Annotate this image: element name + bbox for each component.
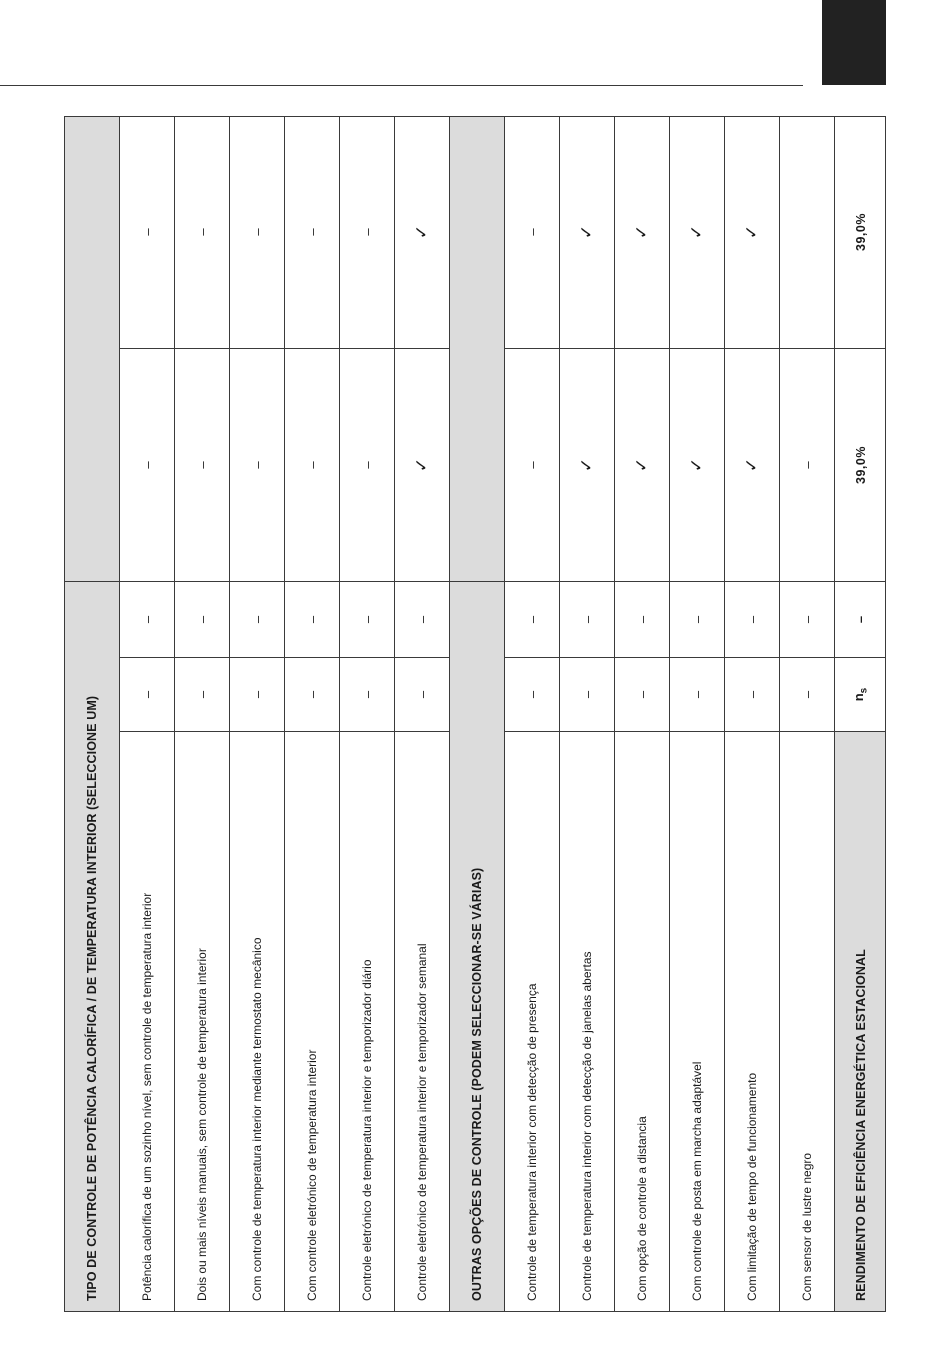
section-heading-fill bbox=[64, 116, 119, 582]
row-label-mechanical-thermostat: Com controle de temperatura interior mediante termostato mecânico bbox=[229, 732, 284, 1312]
row-label-open-window-detection: Controle de temperatura interior com detecção de janelas abertas bbox=[559, 732, 614, 1312]
row-value: – bbox=[724, 582, 779, 658]
row-value: – bbox=[339, 349, 394, 582]
row-value: – bbox=[614, 582, 669, 658]
row-value: – bbox=[284, 116, 339, 349]
row-value: – bbox=[779, 658, 834, 732]
checkmark-icon: ✓ bbox=[724, 116, 779, 349]
row-label-adaptive-start: Com controle de posta em marcha adaptável bbox=[669, 732, 724, 1312]
row-value: – bbox=[559, 658, 614, 732]
efficiency-symbol: $n_s$ bbox=[834, 658, 886, 732]
row-value: – bbox=[669, 658, 724, 732]
row-value: – bbox=[119, 349, 174, 582]
efficiency-label: RENDIMENTO DE EFICIÊNCIA ENERGÉTICA ESTACIONAL bbox=[834, 732, 886, 1312]
row-value: – bbox=[229, 582, 284, 658]
checkmark-icon: ✓ bbox=[614, 116, 669, 349]
row-value: – bbox=[119, 582, 174, 658]
ecodesign-control-table bbox=[64, 116, 886, 1312]
row-value: – bbox=[339, 658, 394, 732]
row-value: – bbox=[339, 582, 394, 658]
section-heading-fill bbox=[449, 116, 504, 582]
row-value: – bbox=[119, 658, 174, 732]
row-value bbox=[779, 116, 834, 349]
row-value: – bbox=[174, 349, 229, 582]
checkmark-icon: ✓ bbox=[669, 116, 724, 349]
checkmark-icon: ✓ bbox=[394, 349, 449, 582]
row-value: – bbox=[779, 582, 834, 658]
checkmark-icon: ✓ bbox=[669, 349, 724, 582]
row-value: – bbox=[339, 116, 394, 349]
section-heading-control-type: TIPO DE CONTROLE DE POTÊNCIA CALORÍFICA / DE TEMPERATURA INTERIOR (SELECCIONE UM) bbox=[64, 582, 119, 1312]
row-label-presence-detection: Controle de temperatura interior com detecção de presença bbox=[504, 732, 559, 1312]
row-value: – bbox=[284, 658, 339, 732]
row-value: – bbox=[504, 116, 559, 349]
row-value: – bbox=[284, 349, 339, 582]
row-value: – bbox=[504, 349, 559, 582]
checkmark-icon: ✓ bbox=[559, 116, 614, 349]
checkmark-icon: ✓ bbox=[614, 349, 669, 582]
row-value: – bbox=[229, 658, 284, 732]
row-label-daily-timer: Controle eletrónico de temperatura interior e temporizador diário bbox=[339, 732, 394, 1312]
row-value: – bbox=[559, 582, 614, 658]
row-value: – bbox=[504, 658, 559, 732]
checkmark-icon: ✓ bbox=[724, 349, 779, 582]
checkmark-icon: ✓ bbox=[559, 349, 614, 582]
row-value: – bbox=[229, 116, 284, 349]
row-value: – bbox=[174, 658, 229, 732]
row-value: – bbox=[119, 116, 174, 349]
row-label-single-level: Potência calorífica de um sozinho nível, sem controle de temperatura interior bbox=[119, 732, 174, 1312]
row-value: – bbox=[394, 582, 449, 658]
row-value: – bbox=[504, 582, 559, 658]
efficiency-value: 39,0% bbox=[834, 116, 886, 349]
top-rule bbox=[0, 85, 803, 86]
row-value: – bbox=[779, 349, 834, 582]
row-label-black-bulb-sensor: Com sensor de lustre negro bbox=[779, 732, 834, 1312]
row-value: – bbox=[284, 582, 339, 658]
row-value: – bbox=[174, 582, 229, 658]
row-label-two-levels: Dois ou mais níveis manuais, sem controle de temperatura interior bbox=[174, 732, 229, 1312]
row-value: – bbox=[669, 582, 724, 658]
row-value: – bbox=[229, 349, 284, 582]
row-label-time-limit: Com limitação de tempo de funcionamento bbox=[724, 732, 779, 1312]
row-label-weekly-timer: Controle eletrónico de temperatura interior e temporizador semanal bbox=[394, 732, 449, 1312]
page-corner-tab bbox=[822, 0, 886, 85]
efficiency-value: 39,0% bbox=[834, 349, 886, 582]
checkmark-icon: ✓ bbox=[394, 116, 449, 349]
row-label-remote-control: Com opção de controle a distancia bbox=[614, 732, 669, 1312]
row-value: – bbox=[614, 658, 669, 732]
efficiency-value: – bbox=[834, 582, 886, 658]
section-heading-other-options: OUTRAS OPÇÕES DE CONTROLE (PODEM SELECCIONAR-SE VÁRIAS) bbox=[449, 582, 504, 1312]
row-value: – bbox=[724, 658, 779, 732]
row-value: – bbox=[394, 658, 449, 732]
row-value: – bbox=[174, 116, 229, 349]
row-label-electronic-control: Com controle eletrónico de temperatura interior bbox=[284, 732, 339, 1312]
